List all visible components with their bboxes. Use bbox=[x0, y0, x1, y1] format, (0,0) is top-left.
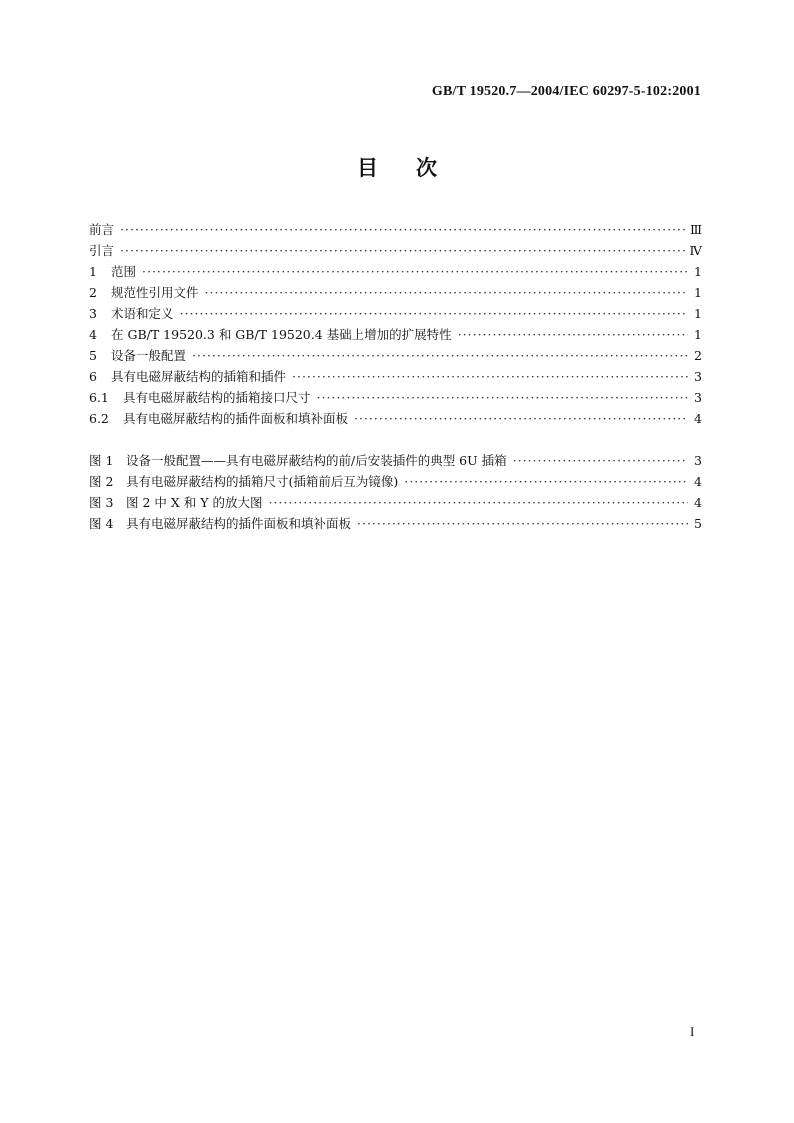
toc-entry-page: 4 bbox=[694, 411, 702, 426]
figure-entry-text: 具有电磁屏蔽结构的插箱尺寸(插箱前后互为镜像) bbox=[126, 474, 399, 489]
toc-entry-label bbox=[89, 261, 136, 282]
toc-entry-1[interactable] bbox=[89, 261, 702, 282]
figure-entry-page: 3 bbox=[694, 453, 702, 468]
figure-entry-label bbox=[89, 492, 262, 513]
toc-entry-label bbox=[89, 324, 452, 345]
dot-leader bbox=[513, 450, 688, 471]
toc-entry-number: 2 bbox=[89, 285, 97, 300]
toc-entry-number: 6.2 bbox=[89, 411, 109, 426]
figure-entry-page: 5 bbox=[694, 516, 702, 531]
figure-entry-label bbox=[89, 450, 507, 471]
dot-leader bbox=[205, 282, 688, 303]
page-number: I bbox=[690, 1024, 695, 1039]
page-title: 目次 bbox=[357, 156, 475, 180]
toc-entry-page: Ⅲ bbox=[689, 222, 702, 237]
figure-entry-page: 4 bbox=[694, 474, 702, 489]
toc-entry-page: 1 bbox=[694, 306, 702, 321]
figure-entry-text: 图 2 中 X 和 Y 的放大图 bbox=[126, 495, 263, 510]
figure-entry-label bbox=[89, 471, 398, 492]
dot-leader bbox=[354, 408, 688, 429]
toc-entry-page: 3 bbox=[694, 369, 702, 384]
toc-entry-text: 具有电磁屏蔽结构的插箱和插件 bbox=[111, 369, 287, 384]
figure-entry-2[interactable] bbox=[89, 471, 702, 492]
toc-entry-6-1[interactable] bbox=[89, 387, 702, 408]
toc-entry-label bbox=[89, 408, 348, 429]
toc-entry-text: 规范性引用文件 bbox=[111, 285, 199, 300]
toc-entry-page: 1 bbox=[694, 264, 702, 279]
toc-entry-page: Ⅳ bbox=[689, 243, 702, 258]
toc-entry-text: 在 GB/T 19520.3 和 GB/T 19520.4 基础上增加的扩展特性 bbox=[111, 327, 452, 342]
figure-entry-4[interactable] bbox=[89, 513, 702, 534]
figure-entry-number: 图 2 bbox=[89, 474, 114, 489]
toc-entry-label bbox=[89, 366, 286, 387]
figure-entry-1[interactable] bbox=[89, 450, 702, 471]
toc-entry-label bbox=[89, 282, 199, 303]
toc-entry-foreword[interactable] bbox=[89, 219, 702, 240]
toc-entry-2[interactable] bbox=[89, 282, 702, 303]
figure-entry-3[interactable] bbox=[89, 492, 702, 513]
toc-entry-6-2[interactable] bbox=[89, 408, 702, 429]
toc-entry-page: 3 bbox=[694, 390, 702, 405]
toc-entry-page: 2 bbox=[694, 348, 702, 363]
toc-entry-label: 引言 bbox=[89, 243, 115, 258]
standard-number: GB/T 19520.7—2004/IEC 60297-5-102:2001 bbox=[431, 84, 701, 99]
dot-leader bbox=[458, 324, 688, 345]
toc-entry-text: 设备一般配置 bbox=[111, 348, 187, 363]
toc-entry-4[interactable] bbox=[89, 324, 702, 345]
toc-entry-number: 5 bbox=[89, 348, 97, 363]
toc-entry-number: 6 bbox=[89, 369, 97, 384]
list-of-figures bbox=[89, 450, 702, 534]
toc-entry-page: 1 bbox=[694, 327, 702, 342]
toc-entry-text: 具有电磁屏蔽结构的插件面板和填补面板 bbox=[123, 411, 349, 426]
toc-entry-number: 4 bbox=[89, 327, 97, 342]
toc-entry-number: 6.1 bbox=[89, 390, 109, 405]
toc-entry-number: 1 bbox=[89, 264, 97, 279]
dot-leader bbox=[120, 219, 686, 240]
dot-leader bbox=[268, 492, 688, 513]
figure-entry-number: 图 1 bbox=[89, 453, 114, 468]
figure-entry-number: 图 3 bbox=[89, 495, 114, 510]
dot-leader bbox=[142, 261, 688, 282]
dot-leader bbox=[292, 366, 688, 387]
toc-entry-label bbox=[89, 303, 174, 324]
dot-leader bbox=[404, 471, 688, 492]
table-of-contents bbox=[89, 219, 702, 429]
toc-entry-6[interactable] bbox=[89, 366, 702, 387]
dot-leader bbox=[192, 345, 688, 366]
toc-entry-introduction[interactable] bbox=[89, 240, 702, 261]
toc-entry-5[interactable] bbox=[89, 345, 702, 366]
figure-entry-number: 图 4 bbox=[89, 516, 114, 531]
dot-leader bbox=[317, 387, 688, 408]
dot-leader bbox=[357, 513, 688, 534]
figure-entry-label bbox=[89, 513, 351, 534]
toc-entry-3[interactable] bbox=[89, 303, 702, 324]
figure-entry-text: 具有电磁屏蔽结构的插件面板和填补面板 bbox=[126, 516, 352, 531]
dot-leader bbox=[120, 240, 685, 261]
toc-entry-text: 具有电磁屏蔽结构的插箱接口尺寸 bbox=[123, 390, 311, 405]
toc-entry-label: 前言 bbox=[89, 222, 115, 237]
toc-entry-label bbox=[89, 387, 311, 408]
toc-entry-number: 3 bbox=[89, 306, 97, 321]
toc-entry-text: 术语和定义 bbox=[111, 306, 174, 321]
dot-leader bbox=[180, 303, 688, 324]
toc-entry-page: 1 bbox=[694, 285, 702, 300]
toc-entry-label bbox=[89, 345, 186, 366]
toc-entry-text: 范围 bbox=[111, 264, 137, 279]
figure-entry-text: 设备一般配置——具有电磁屏蔽结构的前/后安装插件的典型 6U 插箱 bbox=[126, 453, 507, 468]
figure-entry-page: 4 bbox=[694, 495, 702, 510]
